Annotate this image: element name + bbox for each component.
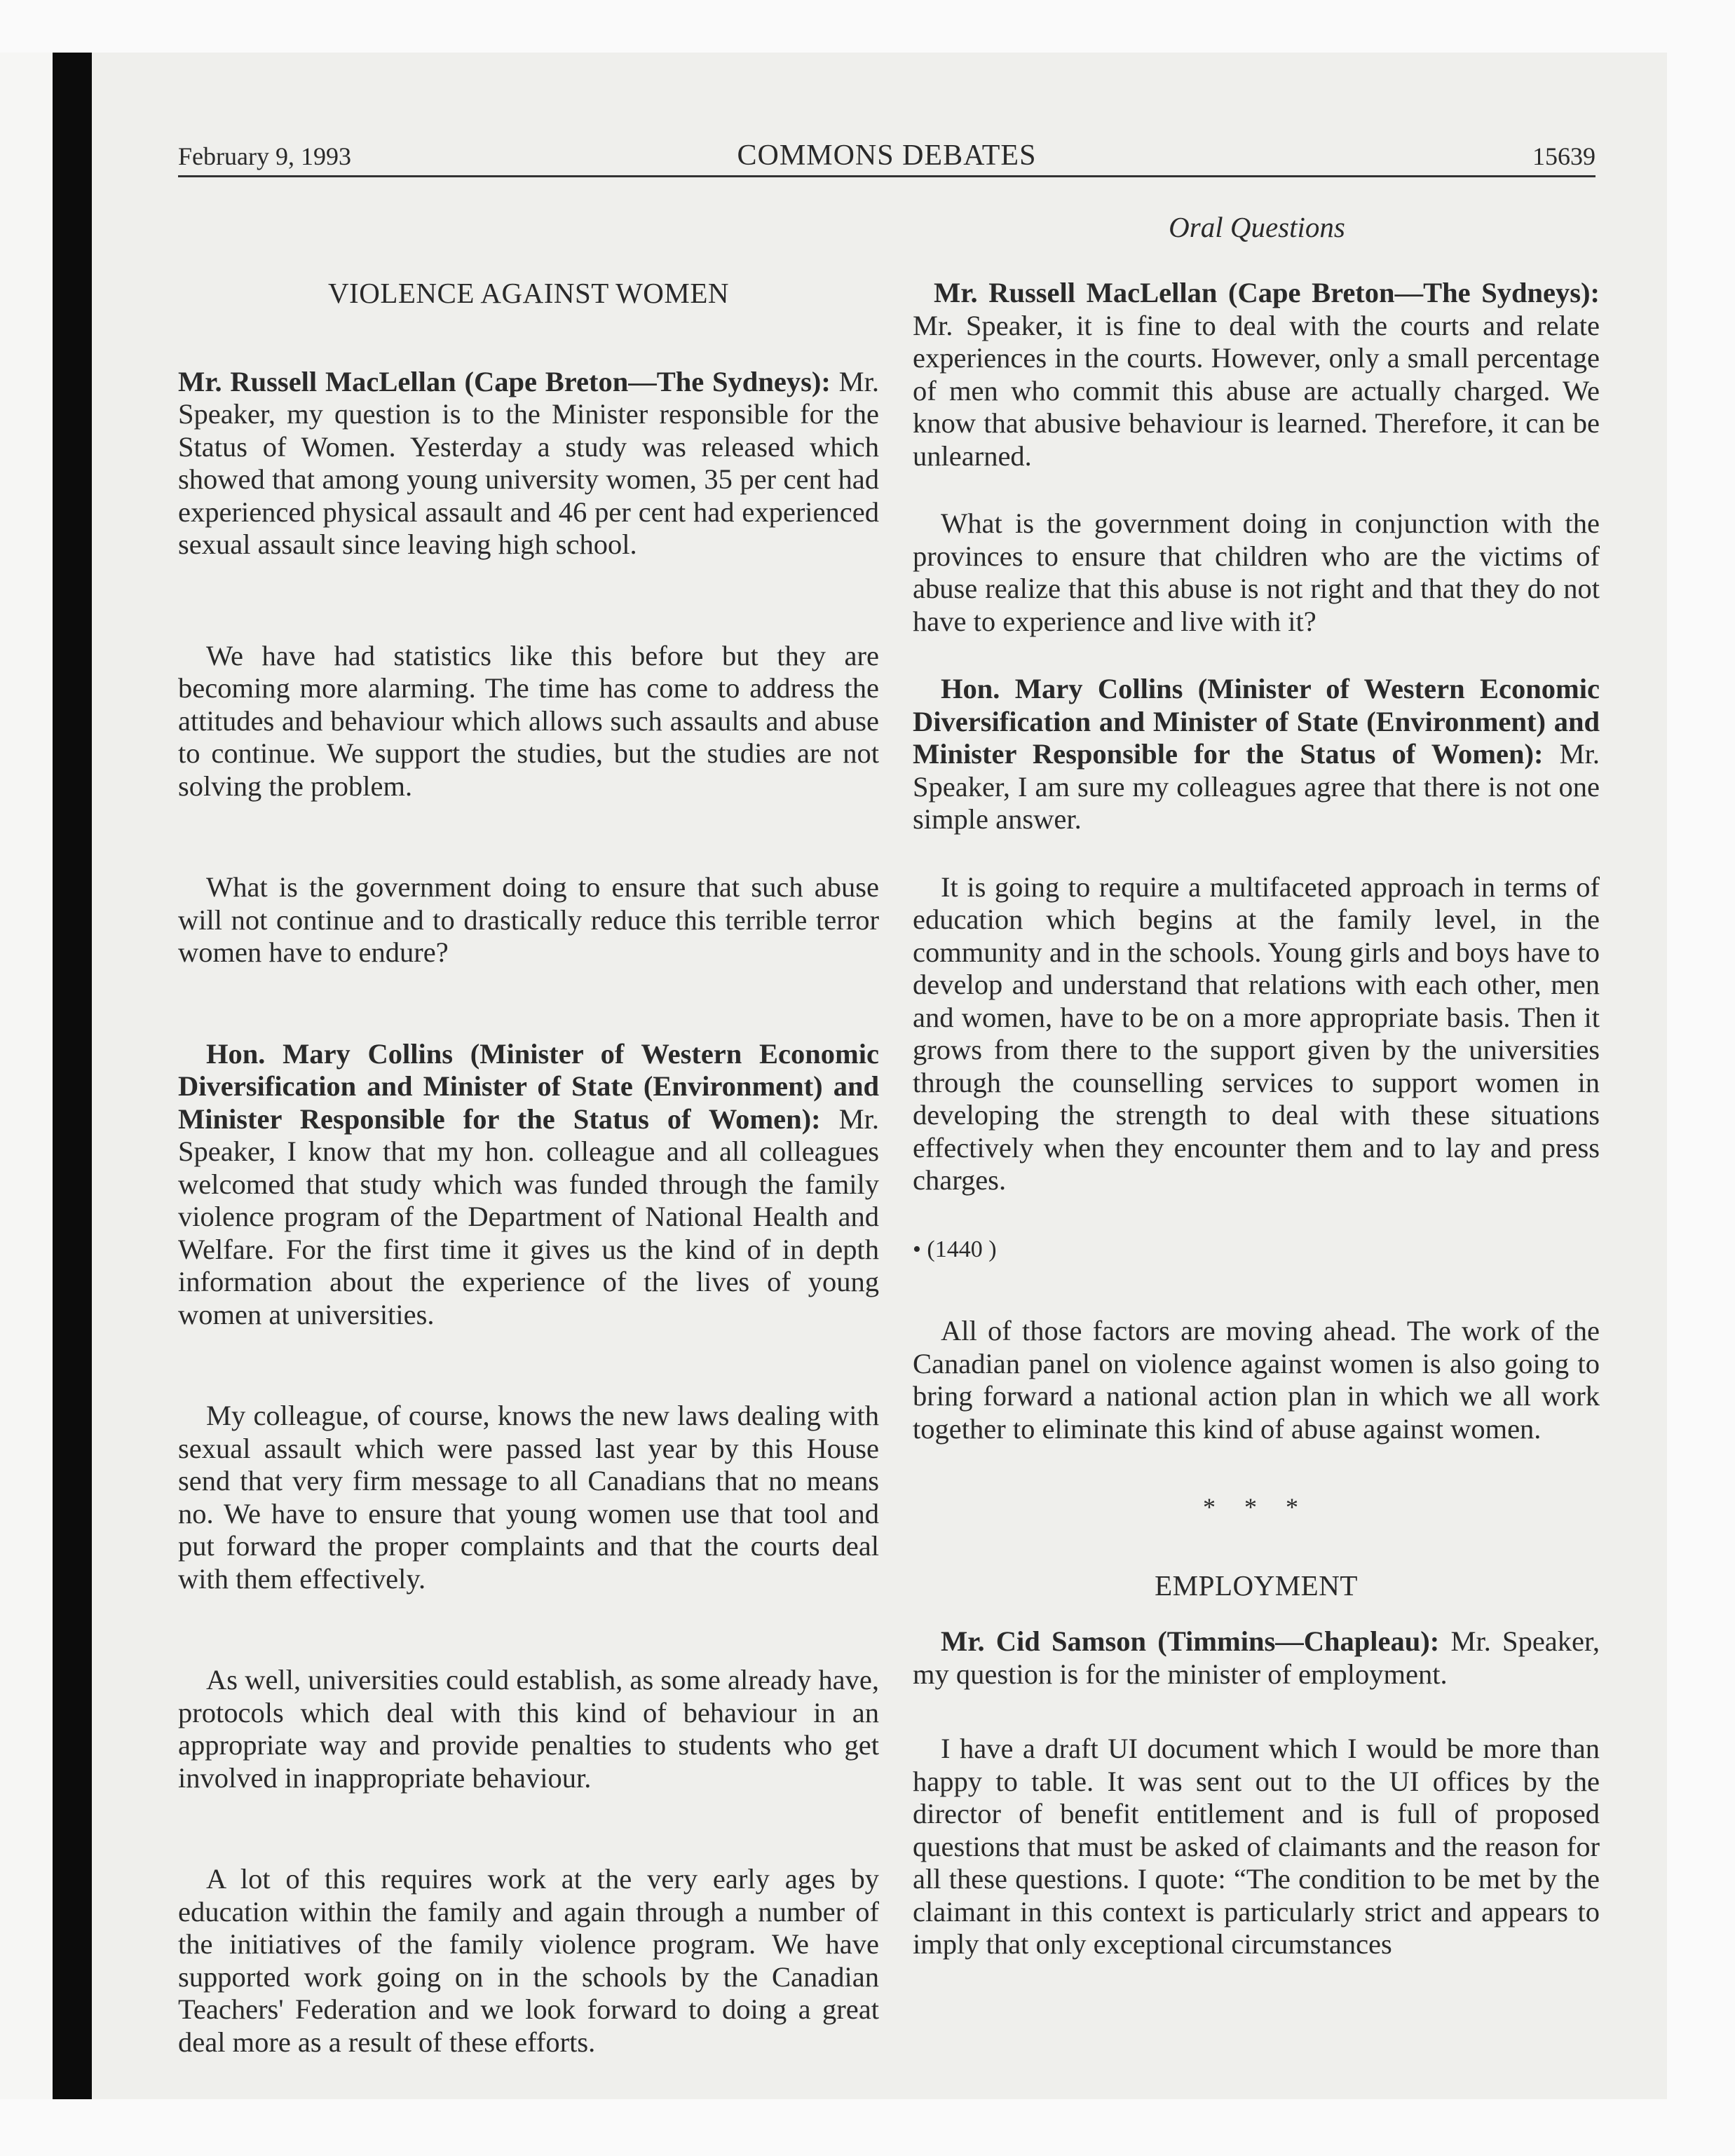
paragraph-text: All of those factors are moving ahead. The work of the Canadian panel on violence against women is also going to bring forward a national action plan in which we all work together to eliminate this kind of abuse against women. [913, 1315, 1600, 1445]
paragraph [178, 640, 879, 803]
speaker-name: Hon. Mary Collins (Minister of Western Economic Diversification and Minister of State (Environment) and Minister Responsible for the Status of Women): [178, 1037, 879, 1135]
speaker-name: Mr. Russell MacLellan (Cape Breton—The Sydneys): [934, 277, 1600, 308]
right-column [913, 266, 1600, 1961]
header-date: February 9, 1993 [178, 142, 351, 170]
paragraph [178, 366, 879, 561]
header-page-number: 15639 [1532, 142, 1595, 170]
header-title: COMMONS DEBATES [737, 139, 1037, 172]
paragraph [913, 277, 1600, 472]
section-separator: * * * [1203, 1493, 1309, 1521]
section-label: Oral Questions [1169, 211, 1345, 243]
speaker-name: Mr. Cid Samson (Timmins—Chapleau): [941, 1625, 1440, 1657]
paragraph-text: Mr. Speaker, I know that my hon. colleague and all colleagues welcomed that study which was funded through the family violence program of the Department of National Health and Welfare. For the first time it gives us the kind of in depth information about the experience of the lives of young women at universities. [178, 1103, 879, 1330]
paragraph [913, 1315, 1600, 1445]
scan-margin-bottom [0, 2099, 1735, 2156]
paragraph-text: Mr. Speaker, my question is to the Minister responsible for the Status of Women. Yesterday a study was released which showed that among young university women, 35 per cent had experienced physical assault and 46 per cent had experienced sexual assault since leaving high school. [178, 365, 879, 560]
running-head [178, 133, 1595, 175]
paragraph [913, 1625, 1600, 1691]
speaker-name: Mr. Russell MacLellan (Cape Breton—The Sydneys): [178, 365, 831, 397]
paragraph [913, 871, 1600, 1197]
paragraph-text: As well, universities could establish, as some already have, protocols which deal with this kind of behaviour in an appropriate way and provide penalties to students who get involved in inappropriate behaviour. [178, 1664, 879, 1794]
scan-margin-right [1667, 0, 1735, 2156]
paragraph [178, 1038, 879, 1332]
time-marker: • (1440 ) [913, 1236, 997, 1262]
paragraph-text: My colleague, of course, knows the new laws dealing with sexual assault which were passed last year by this House send that very firm message to all Canadians that no means no. We have to ensure that young women use that tool and put forward the proper complaints and that the courts deal with them effectively. [178, 1400, 879, 1595]
scan-binding-edge [53, 53, 92, 2099]
speaker-name: Hon. Mary Collins (Minister of Western Economic Diversification and Minister of State (Environment) and Minister Responsible for the Status of Women): [913, 673, 1600, 770]
paragraph [178, 1400, 879, 1595]
scan-margin-top [0, 0, 1735, 53]
paragraph [913, 507, 1600, 638]
paragraph-text: Mr. Speaker, it is fine to deal with the courts and relate experiences in the courts. However, only a small percentage of men who commit this abuse are actually charged. We know that abusive behaviour is learned. Therefore, it can be unlearned. [913, 309, 1600, 472]
paragraph [913, 673, 1600, 836]
left-column [178, 266, 879, 2059]
paragraph-text: Mr. Speaker, I am sure my colleagues agree that there is not one simple answer. [913, 738, 1600, 835]
paragraph-text: We have had statistics like this before but they are becoming more alarming. The time has come to address the attitudes and behaviour which allows such assaults and abuse to continue. We support the studies, but the studies are not solving the problem. [178, 639, 879, 802]
paragraph [178, 1863, 879, 2059]
paragraph [178, 871, 879, 969]
paragraph-text: What is the government doing in conjunction with the provinces to ensure that children who are the victims of abuse realize that this abuse is not right and that they do not have to experience and live with it? [913, 507, 1600, 637]
paragraph-text: Mr. Speaker, my question is for the minister of employment. [913, 1625, 1600, 1690]
paragraph [913, 1733, 1600, 1961]
paragraph-text: What is the government doing to ensure that such abuse will not continue and to drastically reduce this terrible terror women have to endure? [178, 871, 879, 968]
paragraph-text: It is going to require a multifaceted approach in terms of education which begins at the family level, in the community and in the schools. Young girls and boys have to develop and understand that relations with each other, men and women, have to be on a more appropriate basis. Then it grows from there to the support given by the universities through the counselling services to support women in developing the strength to deal with these situations effectively when they encounter them and to lay and press charges. [913, 871, 1600, 1196]
section-heading-violence: VIOLENCE AGAINST WOMEN [327, 277, 730, 309]
section-heading-employment: EMPLOYMENT [1155, 1569, 1358, 1602]
paragraph-text: A lot of this requires work at the very early ages by education within the family and again through a number of the initiatives of the family violence program. We have supported work going on in the schools by the Canadian Teachers' Federation and we look forward to doing a great deal more as a result of these efforts. [178, 1863, 879, 2058]
header-rule [178, 175, 1595, 177]
paragraph [178, 1664, 879, 1794]
paragraph-text: I have a draft UI document which I would be more than happy to table. It was sent out to the UI offices by the director of benefit entitlement and is full of proposed questions that must be asked of claimants and the reason for all these questions. I quote: “The condition to be met by the claimant in this context is particularly strict and appears to imply that only exceptional circumstances [913, 1733, 1600, 1960]
